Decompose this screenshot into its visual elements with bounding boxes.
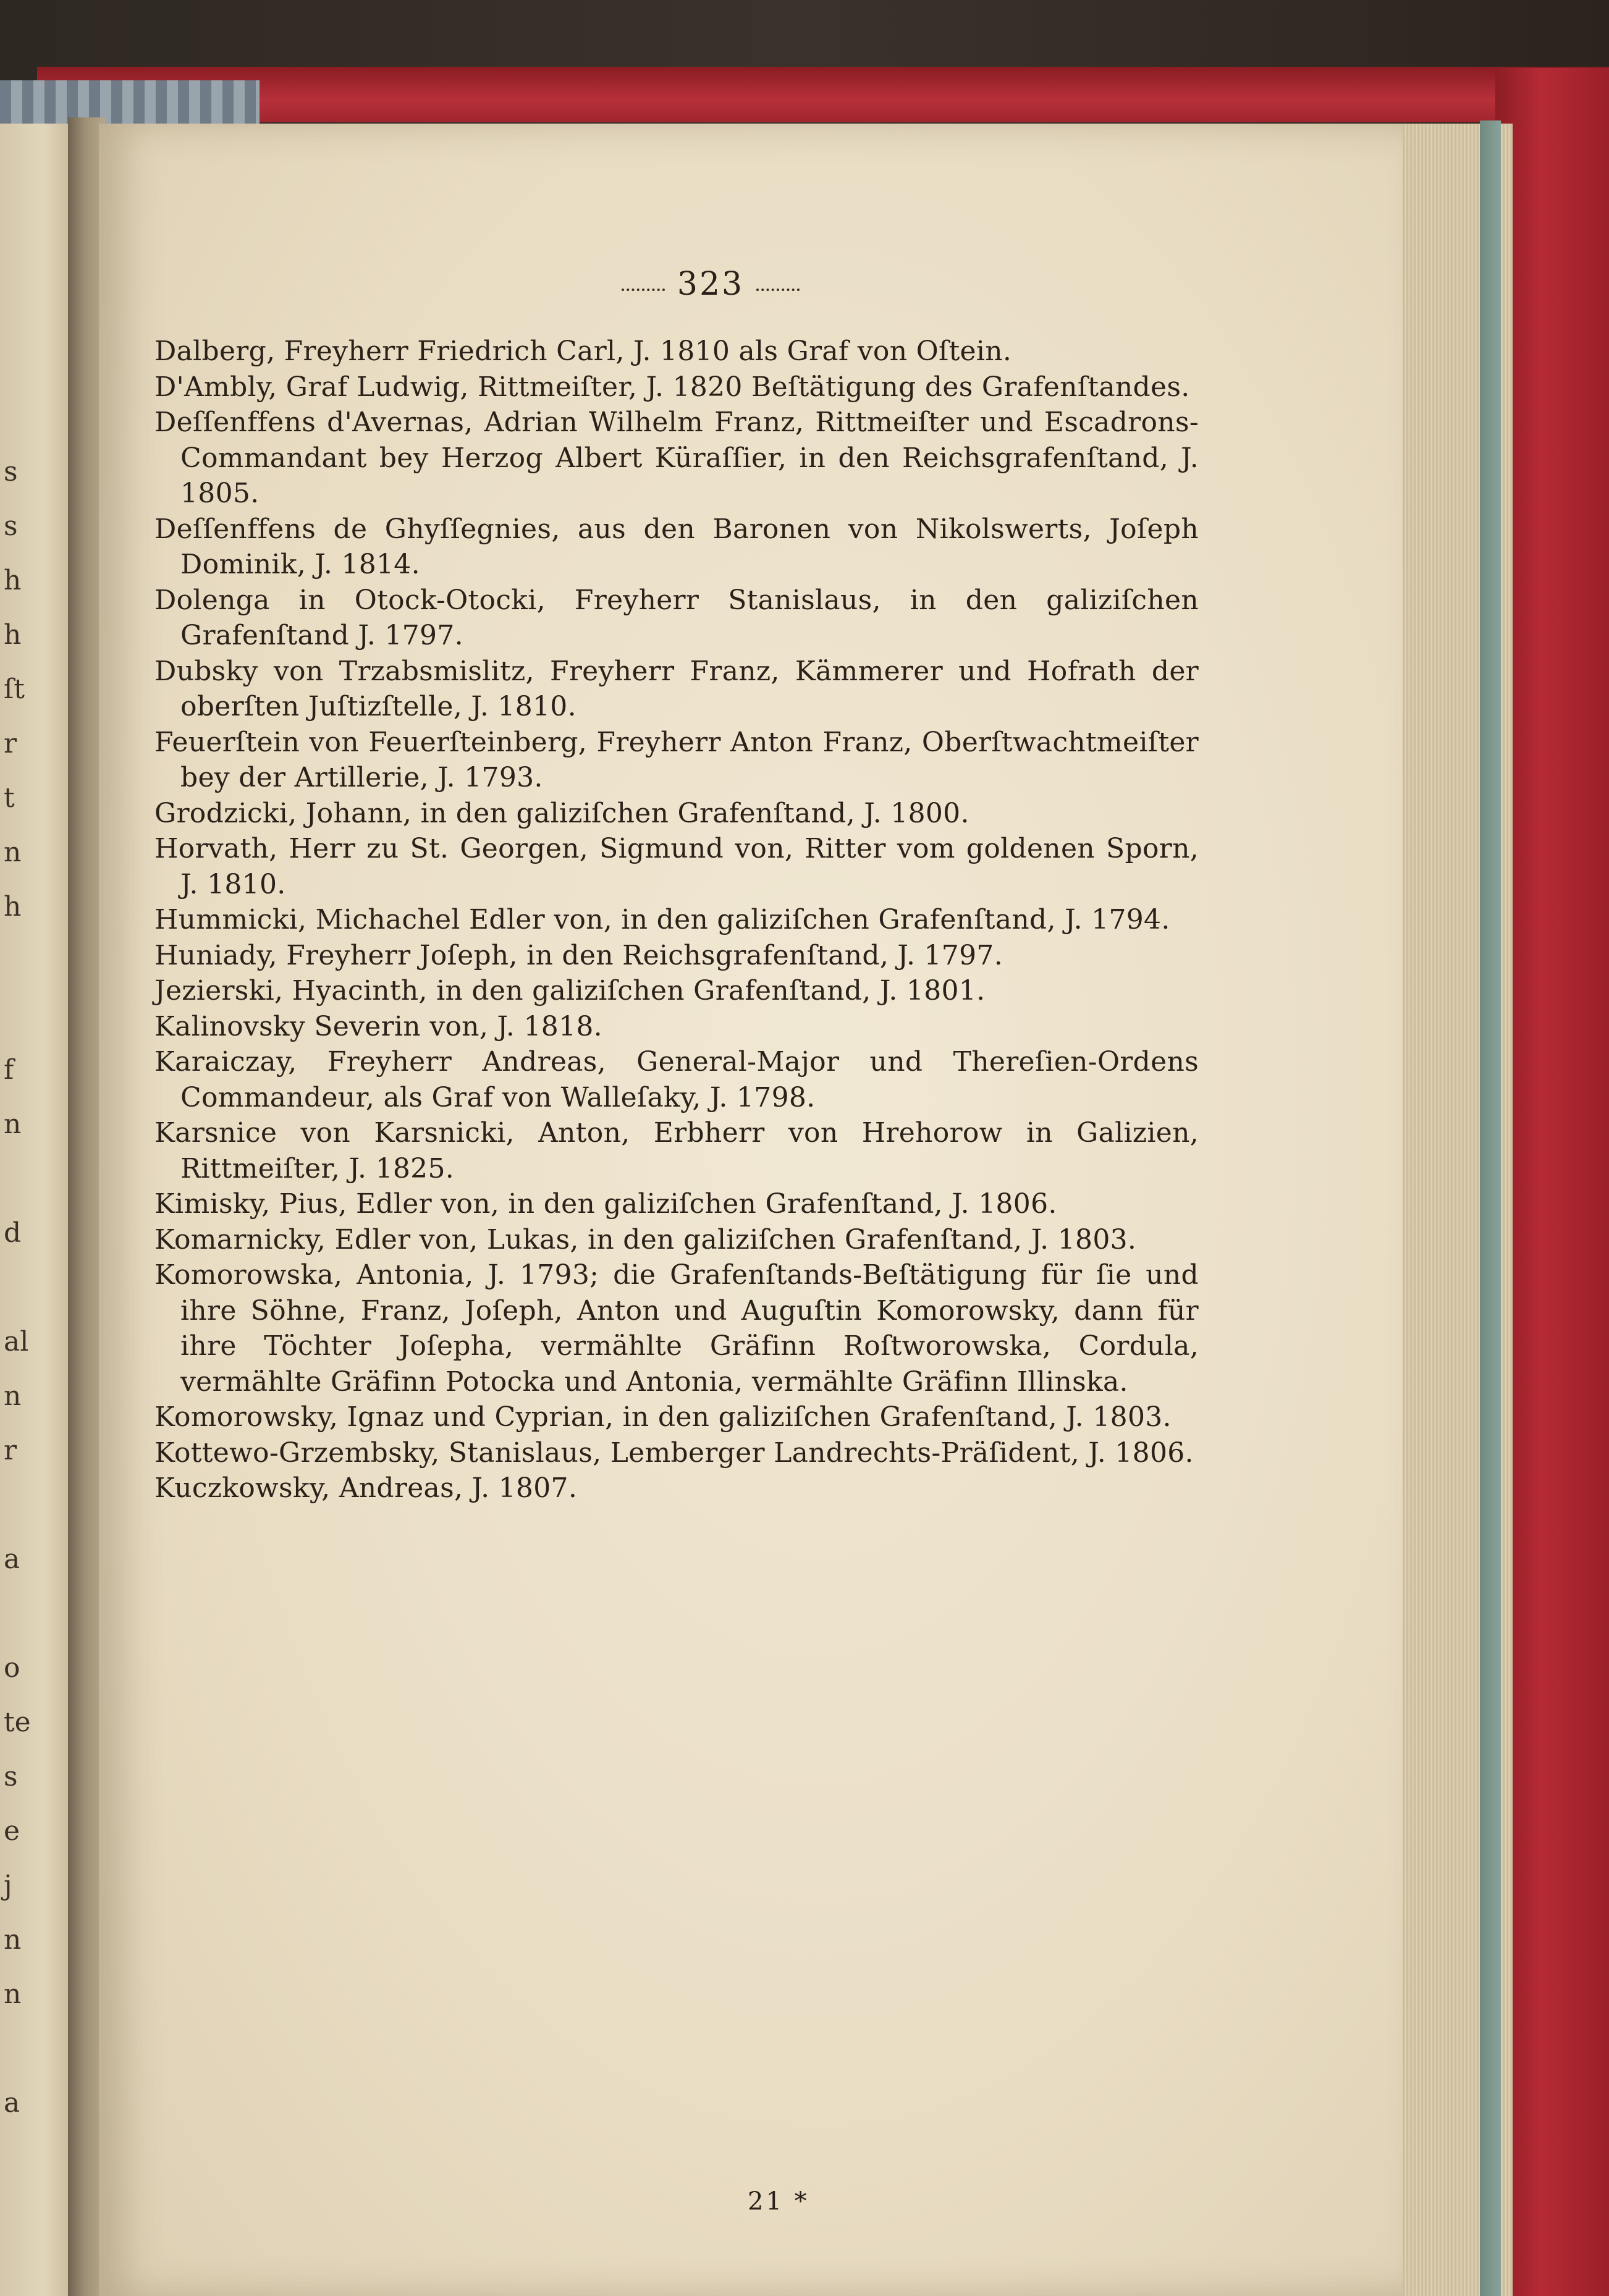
facing-page-letter: s xyxy=(4,510,18,542)
register-entry: Komarnicky, Edler von, Lukas, in den galiziſchen Grafenſtand, J. 1803. xyxy=(154,1223,1137,1256)
facing-page-letter: h xyxy=(4,619,22,651)
facing-page-letter: j xyxy=(4,1870,12,1901)
register-entry: Kalinovsky Severin von, J. 1818. xyxy=(154,1010,602,1042)
facing-page-letter: s xyxy=(4,1761,18,1792)
facing-page-letter: n xyxy=(4,1978,22,2010)
register-entry: Dalberg, Freyherr Friedrich Carl, J. 1810 als Graf von Oſtein. xyxy=(154,336,1012,367)
register-entry: Deſſenffens de Ghyſſegnies, aus den Baronen von Nikolswerts, Joſeph Dominik, J. 1814. xyxy=(154,513,1199,580)
facing-page-letter: r xyxy=(4,1435,17,1466)
register-entry: Deſſenffens d'Avernas, Adrian Wilhelm Franz, Rittmeiſter und Escadrons-Commandant bey Herzog Albert Küraſſier, in den Reichsgrafenſtand, J. 1805. xyxy=(154,407,1199,509)
register-entry: Kuczkowsky, Andreas, J. 1807. xyxy=(154,1472,578,1504)
facing-page-letter xyxy=(4,1260,65,1315)
page-number-header xyxy=(556,266,865,303)
register-entry: Feuerſtein von Feuerſteinberg, Freyherr Anton Franz, Oberſtwachtmeiſter bey der Artillerie, J. 1793. xyxy=(154,726,1199,793)
register-entry: Kottewo-Grzembsky, Stanislaus, Lemberger Landrechts-Präſident, J. 1806. xyxy=(154,1437,1194,1469)
facing-page-letter: n xyxy=(4,1380,22,1412)
page-number: 323 xyxy=(677,266,745,303)
register-entry: Hummicki, Michachel Edler von, in den galiziſchen Grafenſtand, J. 1794. xyxy=(154,904,1170,935)
endpaper-edge xyxy=(1480,120,1501,2296)
register-entry: Karsnice von Karsnicki, Anton, Erbherr von Hrehorow in Galizien, Rittmeiſter, J. 1825. xyxy=(154,1117,1199,1184)
facing-page-letter: r xyxy=(4,728,17,759)
register-entry: Kimisky, Pius, Edler von, in den galiziſchen Grafenſtand, J. 1806. xyxy=(154,1188,1057,1220)
facing-page-letters xyxy=(4,445,65,2130)
facing-page-fragment xyxy=(0,124,74,2296)
facing-page-letter: n xyxy=(4,1924,22,1956)
register-entry: Horvath, Herr zu St. Georgen, Sigmund von, Ritter vom goldenen Sporn, J. 1810. xyxy=(154,833,1199,900)
facing-page-letter: ſt xyxy=(4,673,25,705)
facing-page-letter xyxy=(4,2022,65,2076)
register-entry: Dolenga in Otock-Otocki, Freyherr Stanislaus, in den galiziſchen Grafenſtand J. 1797. xyxy=(154,584,1199,651)
facing-page-letter xyxy=(4,1478,65,1532)
ornament-left xyxy=(622,282,665,291)
facing-page-letter: e xyxy=(4,1815,20,1847)
facing-page-letter: al xyxy=(4,1326,29,1357)
register-entry: Grodzicki, Johann, in den galiziſchen Grafenſtand, J. 1800. xyxy=(154,797,969,829)
facing-page-letter: h xyxy=(4,565,22,596)
facing-page-letter xyxy=(4,1587,65,1641)
register-entries xyxy=(154,334,1199,1506)
register-entry: Komorowska, Antonia, J. 1793; die Grafenſtands-Beſtätigung für ſie und ihre Söhne, Franz, Joſeph, Anton und Auguſtin Komorowsky, dann für ihre Töchter Joſepha, vermählte Gräfinn Roſtworowska, Cordula, vermählte Gräfinn Potocka und Antonia, vermählte Gräfinn Illinska. xyxy=(154,1259,1199,1398)
facing-page-letter xyxy=(4,1152,65,1206)
facing-page-letter: a xyxy=(4,2087,20,2119)
facing-page-letter xyxy=(4,934,65,989)
facing-page-letter: n xyxy=(4,1108,22,1140)
register-entry: Dubsky von Trzabsmislitz, Freyherr Franz, Kämmerer und Hofrath der oberſten Juſtizſtelle, J. 1810. xyxy=(154,655,1199,722)
facing-page-letter: t xyxy=(4,782,15,814)
facing-page-letter: te xyxy=(4,1707,31,1738)
register-entry: Huniady, Freyherr Joſeph, in den Reichsgrafenſtand, J. 1797. xyxy=(154,939,1003,971)
facing-page-letter: s xyxy=(4,456,18,487)
facing-page-letter: h xyxy=(4,891,22,922)
book-page xyxy=(99,124,1403,2296)
register-entry: D'Ambly, Graf Ludwig, Rittmeiſter, J. 1820 Beſtätigung des Grafenſtandes. xyxy=(154,371,1190,403)
register-entry: Karaiczay, Freyherr Andreas, General-Major und Thereſien-Ordens Commandeur, als Graf von Walleſaky, J. 1798. xyxy=(154,1046,1199,1113)
printer-signature: 21 * xyxy=(748,2187,809,2216)
register-entry: Komorowsky, Ignaz und Cyprian, in den galiziſchen Grafenſtand, J. 1803. xyxy=(154,1401,1172,1433)
facing-page-letter: f xyxy=(4,1054,14,1086)
facing-page-letter: n xyxy=(4,837,22,868)
register-entry: Jezierski, Hyacinth, in den galiziſchen Grafenſtand, J. 1801. xyxy=(154,975,986,1007)
facing-page-letter xyxy=(4,989,65,1043)
ornament-right xyxy=(756,282,800,291)
facing-page-letter: o xyxy=(4,1652,20,1684)
book-cover-top-edge xyxy=(37,67,1609,122)
facing-page-letter: d xyxy=(4,1217,22,1249)
facing-page-letter: a xyxy=(4,1543,20,1575)
